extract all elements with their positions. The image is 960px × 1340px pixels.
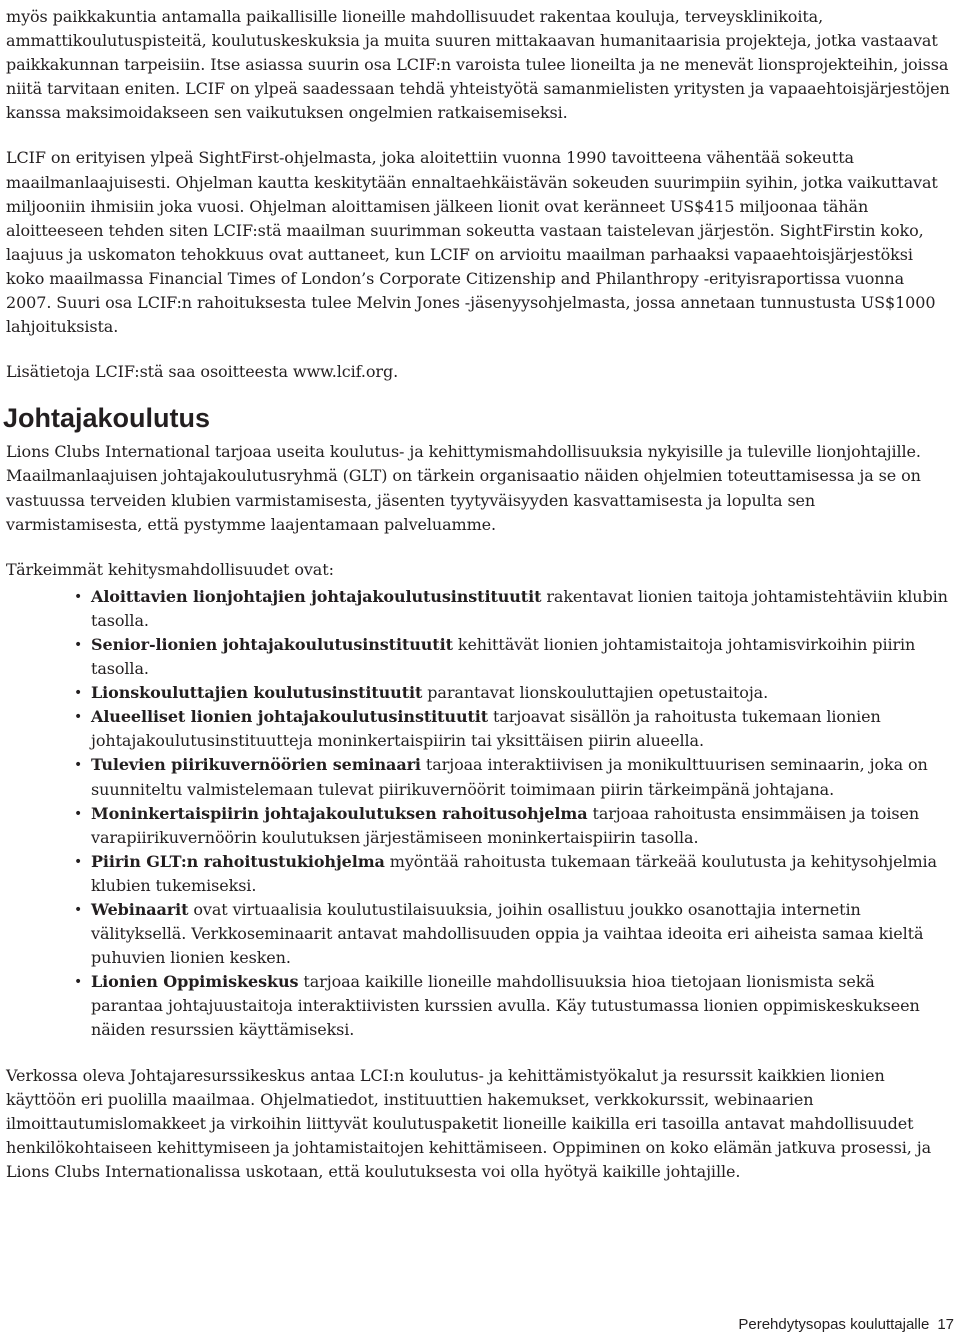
page-number: 17 bbox=[937, 1316, 954, 1333]
paragraph-sightfirst: LCIF on erityisen ylpeä SightFirst-ohjelmasta, joka aloitettiin vuonna 1990 tavoitteena vähentää sokeutta maailmanlaajuisesti. Ohjelman kautta keskitytään ennaltaehkäistävän sokeuden suurimpiin syihin, jotka vaikuttavat miljooniin ihmisiin joka vuosi. Ohjelman aloittamisen jälkeen lionit ovat keränneet US$415 miljoonaa tähän aloitteeseen tehden siten LCIF:stä maailman suurimman sokeutta vastaan taistelevan järjestön. SightFirstin koko, laajuus ja uskomaton tehokkuus ovat auttaneet, kun LCIF on arvioitu maailman parhaaksi vapaaehtoisjärjestöksi koko maailmassa Financial Times of London’s Corporate Citizenship and Philanthropy -erityisraportissa vuonna 2007. Suuri osa LCIF:n rahoituksesta tulee Melvin Jones -jäsenyysohjelmasta, jossa annetaan tunnustusta US$1000 lahjoituksista. bbox=[6, 148, 938, 337]
list-item-text: ovat virtuaalisia koulutustilaisuuksia, joihin osallistuu joukko osanottajia internetin välityksellä. Verkkoseminaarit antavat mahdollisuuden oppia ja vaihtaa ideoita eri aiheista samaa kieltä puhuvien lionien kesken. bbox=[91, 900, 924, 968]
closing-paragraph: Verkossa oleva Johtajaresurssikeskus antaa LCI:n koulutus- ja kehittämistyökalut ja resurssit kaikkien lionien käyttöön eri puolilla maailmaa. Ohjelmatiedot, instituuttien hakemukset, verkkokurssit, webinaarien ilmoittautumislomakkeet ja virkoihin liittyvät koulutuspaketit lioneille kaikilla eri tasoilla antavat mahdollisuudet henkilökohtaiseen kehittymiseen ja johtamistaitojen kehittämiseen. Oppiminen on koko elämän jatkuva prosessi, ja Lions Clubs Internationalissa uskotaan, että koulutuksesta voi olla hyötyä kaikille johtajille. bbox=[6, 1065, 932, 1181]
list-item-title: Tulevien piirikuvernöörien seminaari bbox=[91, 755, 421, 775]
list-item bbox=[6, 753, 950, 801]
list-item-title: Piirin GLT:n rahoitustukiohjelma bbox=[91, 851, 385, 871]
list-item-title: Senior-lionien johtajakoulutusinstituutit bbox=[91, 634, 453, 654]
bullet-icon: • bbox=[74, 805, 83, 822]
paragraph-lcif-intro: myös paikkakuntia antamalla paikallisille lioneille mahdollisuudet rakentaa kouluja, terveysklinikoita, ammattikoulutuspisteitä, koulutuskeskuksia ja muita suuren mittakaavan humanitaarisia projekteja, jotka vastaavat paikkakunnan tarpeisiin. Itse asiassa suurin osa LCIF:n varoista tulee lioneilta ja ne menevät lionsprojekteihin, joissa niitä tarvitaan eniten. LCIF on ylpeä saadessaan tehdä yhteistyötä samanmielisten yritysten ja vapaaehtoisjärjestöjen kanssa maksimoidakseen sen vaikutuksen ongelmien ratkaisemiseksi. bbox=[6, 7, 950, 123]
list-item-text: tarjoavat sisällön ja rahoitusta tukemaan lionien johtajakoulutusinstituutteja moninkertaispiirin tai yksittäisen piirin alueella. bbox=[91, 707, 881, 751]
bullet-icon: • bbox=[74, 709, 83, 726]
list-item-title: Lionien Oppimiskeskus bbox=[91, 972, 299, 992]
list-item bbox=[6, 681, 950, 705]
document-page bbox=[3, 0, 950, 1184]
paragraph-more-info: Lisätietoja LCIF:stä saa osoitteesta www.lcif.org. bbox=[6, 362, 399, 382]
page-footer bbox=[738, 1316, 954, 1333]
list-item bbox=[6, 585, 950, 633]
list-item bbox=[6, 898, 950, 970]
list-item-text: parantavat lionskouluttajien opetustaitoja. bbox=[422, 683, 769, 703]
bullet-icon: • bbox=[74, 636, 83, 653]
list-intro: Tärkeimmät kehitysmahdollisuudet ovat: bbox=[6, 559, 334, 579]
list-item-title: Lionskouluttajien koulutusinstituutit bbox=[91, 683, 423, 703]
list-item-title: Moninkertaispiirin johtajakoulutuksen rahoitusohjelma bbox=[91, 803, 588, 823]
list-item-text: tarjoaa interaktiivisen ja monikulttuurisen seminaarin, joka on suunniteltu valmistelemaan tulevat piirikuvernöörit toimimaan piirin tärkeimpänä johtajana. bbox=[91, 755, 928, 799]
list-item-text: rakentavat lionien taitoja johtamistehtäviin klubin tasolla. bbox=[91, 586, 948, 630]
section-heading: Johtajakoulutus bbox=[3, 403, 211, 434]
list-item bbox=[6, 850, 950, 898]
bullet-icon: • bbox=[74, 757, 83, 774]
list-item-text: kehittävät lionien johtamistaitoja johtamisvirkoihin piirin tasolla. bbox=[91, 634, 916, 679]
list-item bbox=[6, 633, 950, 681]
bullet-icon: • bbox=[74, 974, 83, 991]
bullet-icon: • bbox=[74, 685, 83, 702]
bullet-icon: • bbox=[74, 588, 83, 605]
list-item bbox=[6, 802, 950, 850]
list-item bbox=[6, 970, 950, 1042]
list-item-text: tarjoaa kaikille lioneille mahdollisuuksia hioa tietojaan lionismista sekä parantaa johtajuustaitoja interaktiivisten kurssien avulla. Käy tutustumassa lionien oppimiskeskukseen näiden resurssien käyttämiseksi. bbox=[91, 972, 920, 1040]
list-item-text: tarjoaa rahoitusta ensimmäisen ja toisen varapiirikuvernöörin koulutuksen järjestämiseen moninkertaispiirin tasolla. bbox=[91, 803, 920, 847]
list-item-title: Aloittavien lionjohtajien johtajakoulutusinstituutit bbox=[91, 586, 542, 606]
bullet-icon: • bbox=[74, 853, 83, 870]
list-item-title: Alueelliset lionien johtajakoulutusinstituutit bbox=[91, 707, 489, 727]
list-item bbox=[6, 705, 950, 753]
development-opportunities-list bbox=[6, 585, 950, 1043]
section-intro-paragraph: Lions Clubs International tarjoaa useita koulutus- ja kehittymismahdollisuuksia nykyisille ja tuleville lionjohtajille. Maailmanlaajuisen johtajakoulutusryhmä (GLT) on tärkein organisaatio näiden ohjelmien toteuttamisessa ja se on vastuussa terveiden klubien varmistamisesta, jäsenten tyytyväisyyden kasvattamisesta ja lopulta sen varmistamisesta, että pystymme laajentamaan palveluamme. bbox=[6, 442, 921, 534]
list-item-title: Webinaarit bbox=[91, 900, 189, 919]
list-item-text: myöntää rahoitusta tukemaan tärkeää koulutusta ja kehitysohjelmia klubien tukemiseksi. bbox=[91, 851, 937, 895]
footer-title: Perehdytysopas kouluttajalle bbox=[738, 1316, 930, 1333]
bullet-icon: • bbox=[74, 902, 83, 918]
